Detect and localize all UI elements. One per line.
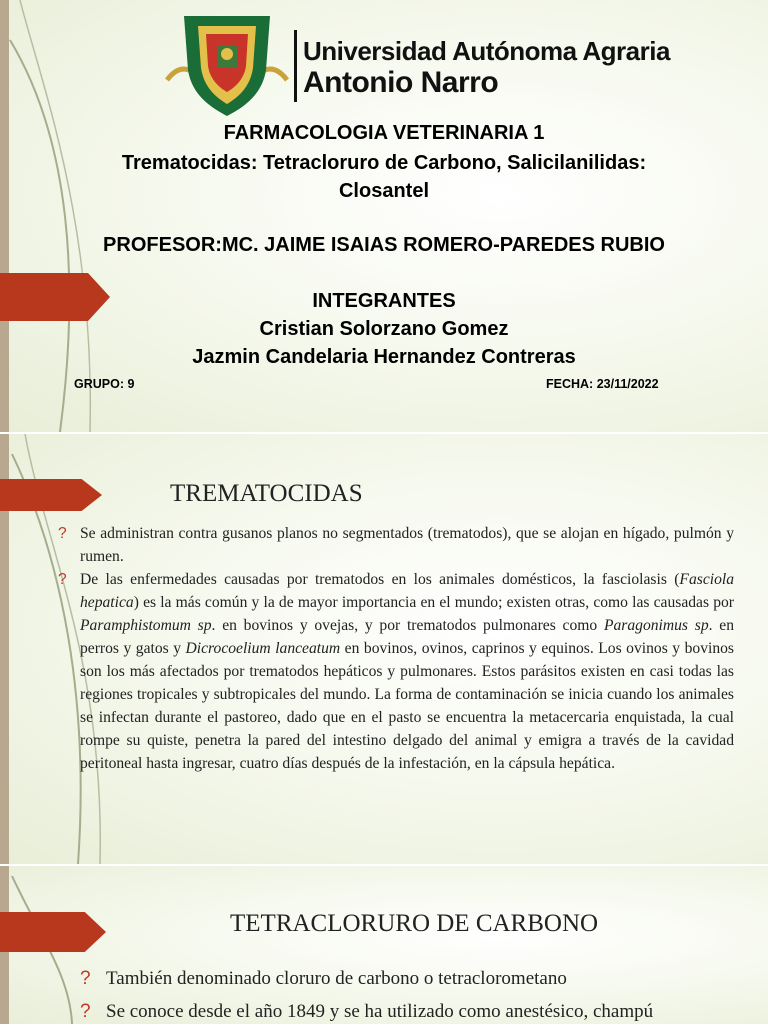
red-arrow-shape xyxy=(0,912,106,952)
list-item xyxy=(80,995,768,1028)
bullet-text: ) es la más común y la de mayor importancia en el mundo; existen otras, como las causadas por xyxy=(133,594,734,611)
topic-line-1: Trematocidas: Tetracloruro de Carbono, Salicilanilidas: xyxy=(121,152,647,174)
member-name: Jazmin Candelaria Hernandez Contreras xyxy=(192,346,576,368)
species-name: Dicrocoelium lanceatum xyxy=(185,640,341,657)
bullet-marker: ? xyxy=(80,1001,91,1022)
species-name: Paramphistomum sp xyxy=(80,617,212,634)
red-arrow-shape xyxy=(0,479,102,511)
section-heading: TETRACLORURO DE CARBONO xyxy=(230,910,599,937)
bullet-text: También denominado cloruro de carbono o tetraclorometano xyxy=(106,968,567,989)
topic-line-2: Closantel xyxy=(338,180,430,202)
bullet-text: . en bovinos y ovejas, y por trematodos pulmonares como xyxy=(211,617,604,634)
university-seal-logo xyxy=(162,10,292,120)
bullet-text: Se administran contra gusanos planos no segmentados (trematodos), que se alojan en hígado, pulmón y rumen. xyxy=(80,525,734,565)
title-slide xyxy=(0,0,768,432)
bullet-text: Se conoce desde el año 1849 y se ha utilizado como anestésico, champú xyxy=(106,1001,654,1022)
section-heading: TREMATOCIDAS xyxy=(170,480,363,507)
bullet-marker: ? xyxy=(58,571,67,588)
member-name: Cristian Solorzano Gomez xyxy=(259,318,509,340)
course-title: FARMACOLOGIA VETERINARIA 1 xyxy=(223,122,545,144)
university-name-line2: Antonio Narro xyxy=(303,66,499,99)
bullet-text: en bovinos, ovinos, caprinos y equinos. Los ovinos y bovinos son los más afectados por trematodos hepáticos y pulmonares. Estos parásitos existen en casi todas las regiones tropicales y subtropicales del mundo. La forma de contaminación se inicia cuando los animales se infectan durante el pastoreo, dado que en el pasto se encuentra la metacercaria enquistada, la cual rompe su quiste, penetra la pared del intestino delgado del animal y emigra a través de la cavidad peritoneal hasta ingresar, cuatro días después de la infestación, en la cápsula hepática. xyxy=(80,640,734,772)
bullet-text: De las enfermedades causadas por trematodos en los animales domésticos, la fasciolasis ( xyxy=(80,571,680,588)
species-name: Paragonimus sp xyxy=(603,617,709,634)
bullet-marker: ? xyxy=(80,968,91,989)
professor-line: PROFESOR:MC. JAIME ISAIAS ROMERO-PAREDES RUBIO xyxy=(103,234,665,256)
bullet-list xyxy=(58,522,734,775)
list-item xyxy=(58,568,734,775)
species-name: Fasciola hepatica xyxy=(80,571,734,611)
list-item xyxy=(80,962,768,995)
date-label: FECHA: 23/11/2022 xyxy=(546,377,659,391)
members-heading: INTEGRANTES xyxy=(312,290,456,312)
university-name: Universidad Autónoma Agraria xyxy=(303,36,670,66)
bullet-list xyxy=(80,962,768,1028)
bullet-text: . en perros y gatos y xyxy=(80,617,735,657)
logo-divider xyxy=(294,30,297,102)
group-label: GRUPO: 9 xyxy=(74,377,135,391)
list-item xyxy=(58,522,734,568)
bullet-marker: ? xyxy=(58,525,67,542)
